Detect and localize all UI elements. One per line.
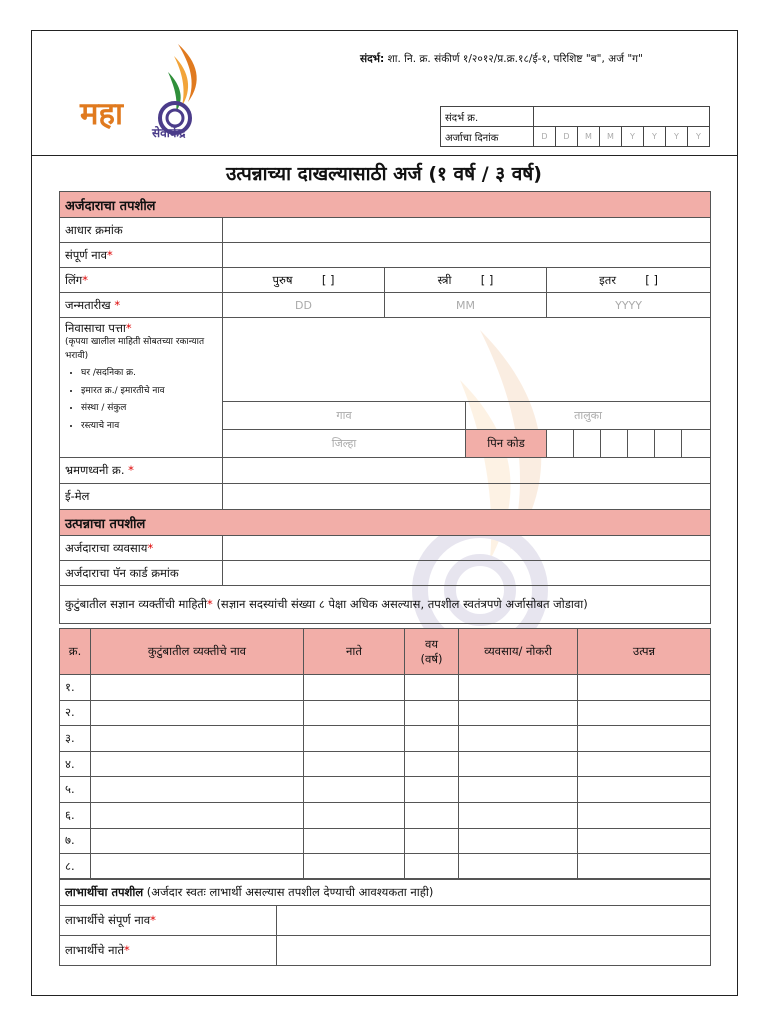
date-box[interactable]: D: [534, 127, 556, 147]
beneficiary-table: [59, 878, 711, 966]
date-box[interactable]: Y: [622, 127, 644, 147]
pin-digit-box[interactable]: [655, 430, 682, 458]
form-title: उत्पन्नाच्या दाखल्यासाठी अर्ज (१ वर्ष / ३ वर्ष): [226, 163, 542, 185]
pin-digit-box[interactable]: [682, 430, 711, 458]
name-cell[interactable]: [91, 751, 304, 777]
mobile-field[interactable]: [223, 458, 711, 484]
name-cell[interactable]: [91, 726, 304, 752]
name-cell[interactable]: [91, 854, 304, 880]
age-cell[interactable]: [405, 854, 459, 880]
address-label: निवासाचा पत्ता: [65, 321, 126, 335]
occupation-header: व्यवसाय/ नोकरी: [459, 629, 578, 675]
income-cell[interactable]: [578, 777, 711, 803]
beneficiary-name-label: लाभार्थीचे संपूर्ण नाव*: [60, 906, 277, 936]
row-number: ६.: [60, 802, 91, 828]
income-cell[interactable]: [578, 726, 711, 752]
address-item: • इमारत क्र./ इमारतीचे नाव: [81, 383, 217, 401]
age-cell[interactable]: [405, 726, 459, 752]
dob-label: जन्मतारीख *: [60, 293, 223, 318]
name-header: कुटुंबातील व्यक्तीचे नाव: [91, 629, 304, 675]
reference-line: [360, 52, 643, 66]
occupation-cell[interactable]: [459, 777, 578, 803]
gender-label: लिंग*: [60, 268, 223, 293]
address-note: (कृपया खालील माहिती सोबतच्या रकान्यात भरावी): [65, 337, 205, 361]
income-cell[interactable]: [578, 700, 711, 726]
full-name-field[interactable]: [223, 243, 711, 268]
beneficiary-name-field[interactable]: [277, 906, 711, 936]
table-row: [60, 854, 711, 880]
dob-day-field[interactable]: DD: [223, 293, 385, 318]
row-number: ४.: [60, 751, 91, 777]
age-cell[interactable]: [405, 777, 459, 803]
name-cell[interactable]: [91, 700, 304, 726]
taluka-field[interactable]: तालुका: [466, 402, 711, 430]
ref-no-field[interactable]: [534, 107, 710, 127]
age-cell[interactable]: [405, 675, 459, 701]
gender-female-option[interactable]: स्त्री [ ]: [385, 268, 547, 293]
occupation-cell[interactable]: [459, 854, 578, 880]
name-cell[interactable]: [91, 802, 304, 828]
income-header: उत्पन्न: [578, 629, 711, 675]
full-name-label: संपूर्ण नाव*: [60, 243, 223, 268]
row-number: ३.: [60, 726, 91, 752]
beneficiary-note: (अर्जदार स्वतः लाभार्थी असल्यास तपशील देण्याची आवश्यकता नाही): [146, 884, 434, 899]
income-cell[interactable]: [578, 751, 711, 777]
dob-month-field[interactable]: MM: [385, 293, 547, 318]
name-cell[interactable]: [91, 675, 304, 701]
date-box[interactable]: Y: [688, 127, 710, 147]
age-header: वय (वर्ष): [405, 629, 459, 675]
table-row: [60, 751, 711, 777]
date-box[interactable]: Y: [666, 127, 688, 147]
table-row: [60, 802, 711, 828]
mobile-label: भ्रमणध्वनी क्र. *: [60, 458, 223, 484]
pin-digit-box[interactable]: [601, 430, 628, 458]
table-row: [60, 828, 711, 854]
relation-cell[interactable]: [304, 777, 405, 803]
date-box[interactable]: Y: [644, 127, 666, 147]
age-cell[interactable]: [405, 700, 459, 726]
applicant-section-title: अर्जदाराचा तपशील: [60, 192, 711, 218]
age-cell[interactable]: [405, 828, 459, 854]
occupation-cell[interactable]: [459, 726, 578, 752]
table-row: [60, 700, 711, 726]
logo-seva-text: सेवाकेंद्र: [152, 126, 186, 140]
address-field[interactable]: [223, 318, 711, 402]
address-label-cell: निवासाचा पत्ता* (कृपया खालील माहिती सोबतच्या रकान्यात भरावी) • घर /सदनिका क्र. • इमारत क्र./ इमारतीचे नाव • संस्था / संकुल • रस्त्याचे नाव: [60, 318, 223, 458]
occupation-label: अर्जदाराचा व्यवसाय*: [60, 536, 223, 561]
pin-digit-box[interactable]: [574, 430, 601, 458]
aadhaar-label: आधार क्रमांक: [60, 218, 223, 243]
relation-cell[interactable]: [304, 726, 405, 752]
village-field[interactable]: गाव: [223, 402, 466, 430]
income-cell[interactable]: [578, 828, 711, 854]
pin-code-label: पिन कोड: [466, 430, 547, 458]
relation-cell[interactable]: [304, 700, 405, 726]
beneficiary-title: लाभार्थीचा तपशील: [65, 884, 144, 899]
district-field[interactable]: जिल्हा: [223, 430, 466, 458]
address-item: • घर /सदनिका क्र.: [81, 365, 217, 383]
name-cell[interactable]: [91, 777, 304, 803]
row-number: १.: [60, 675, 91, 701]
beneficiary-relation-label: लाभार्थीचे नाते*: [60, 936, 277, 966]
application-date-label: अर्जाचा दिनांक: [441, 127, 534, 147]
income-cell[interactable]: [578, 802, 711, 828]
row-number: ८.: [60, 854, 91, 880]
occupation-cell[interactable]: [459, 700, 578, 726]
beneficiary-section: [60, 879, 711, 906]
reference-label: संदर्भ:: [360, 53, 385, 65]
address-item: • संस्था / संकुल: [81, 400, 217, 418]
date-box[interactable]: M: [600, 127, 622, 147]
reference-text: शा. नि. क्र. संकीर्ण १/२०१२/प्र.क्र.१८/ई-१, परिशिष्ट "ब", अर्ज "ग": [387, 53, 643, 65]
gender-other-option[interactable]: इतर [ ]: [547, 268, 711, 293]
occupation-field[interactable]: [223, 536, 711, 561]
relation-cell[interactable]: [304, 802, 405, 828]
pin-digit-box[interactable]: [628, 430, 655, 458]
relation-cell[interactable]: [304, 675, 405, 701]
table-row: [60, 777, 711, 803]
occupation-cell[interactable]: [459, 675, 578, 701]
row-number: २.: [60, 700, 91, 726]
gender-male-option[interactable]: पुरुष [ ]: [223, 268, 385, 293]
email-field[interactable]: [223, 484, 711, 510]
income-cell[interactable]: [578, 675, 711, 701]
pan-label: अर्जदाराचा पॅन कार्ड क्रमांक: [60, 561, 223, 586]
occupation-cell[interactable]: [459, 802, 578, 828]
row-number: ५.: [60, 777, 91, 803]
logo-maha-text: महा: [80, 96, 124, 132]
beneficiary-relation-field[interactable]: [277, 936, 711, 966]
email-label: ई-मेल: [60, 484, 223, 510]
relation-header: नाते: [304, 629, 405, 675]
pan-field[interactable]: [223, 561, 711, 586]
name-cell[interactable]: [91, 828, 304, 854]
ref-no-label: संदर्भ क्र.: [441, 107, 534, 127]
header-divider: [31, 155, 738, 156]
pin-digit-box[interactable]: [547, 430, 574, 458]
family-note: कुटुंबातील सज्ञान व्यक्तींची माहिती* (सज्ञान सदस्यांची संख्या ८ पेक्षा अधिक असल्यास, तपशील स्वतंत्रपणे अर्जासोबत जोडावा): [60, 586, 711, 624]
family-table: [59, 628, 711, 880]
applicant-table: [59, 191, 711, 624]
date-box[interactable]: D: [556, 127, 578, 147]
occupation-cell[interactable]: [459, 751, 578, 777]
aadhaar-field[interactable]: [223, 218, 711, 243]
income-section-title: उत्पन्नाचा तपशील: [60, 510, 711, 536]
relation-cell[interactable]: [304, 751, 405, 777]
age-cell[interactable]: [405, 802, 459, 828]
income-cell[interactable]: [578, 854, 711, 880]
dob-year-field[interactable]: YYYY: [547, 293, 711, 318]
age-cell[interactable]: [405, 751, 459, 777]
relation-cell[interactable]: [304, 854, 405, 880]
reference-box: [440, 106, 710, 147]
row-number: ७.: [60, 828, 91, 854]
address-item: • रस्त्याचे नाव: [81, 418, 217, 436]
table-row: [60, 675, 711, 701]
sr-header: क्र.: [60, 629, 91, 675]
table-row: [60, 726, 711, 752]
date-box[interactable]: M: [578, 127, 600, 147]
occupation-cell[interactable]: [459, 828, 578, 854]
relation-cell[interactable]: [304, 828, 405, 854]
